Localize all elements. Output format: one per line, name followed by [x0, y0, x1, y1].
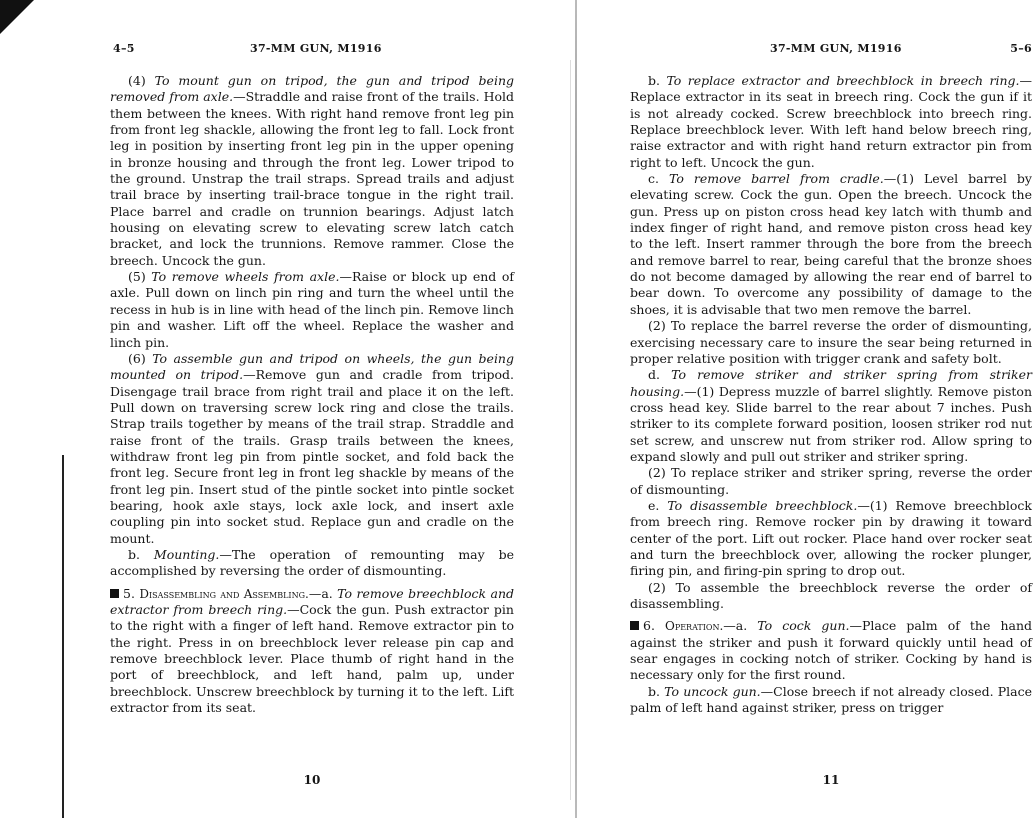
section-bullet-icon: [630, 621, 639, 630]
section-number: 5.: [123, 585, 140, 601]
paragraph: b. To uncock gun.—Close breech if not already closed. Place palm of left hand against striker, press on trigger: [630, 683, 1032, 716]
paragraph: b. To replace extractor and breechblock in breech ring.—Replace extractor in its seat in breech ring. Cock the gun if it is not already cocked. Screw breechblock into breech ring. Replace breechblock lever. With left hand below breech ring, raise extractor and with right hand return extractor pin from right to left. Uncock the gun.: [630, 73, 1032, 170]
paragraph: (5) To remove wheels from axle.—Raise or block up end of axle. Pull down on linch pin ring and turn the wheel until the recess in hub is in line with head of the linch pin. Remove linch pin and washer. Lift off the wheel. Replace the washer and linch pin.: [110, 269, 514, 350]
paragraph: b. Mounting.—The operation of remounting may be accomplished by reversing the order of dismounting.: [110, 546, 514, 579]
section-paragraph: 6. Operation.—a. To cock gun.—Place palm of the hand against the striker and push it forward quickly until head of sear engages in cocking notch of striker. Cocking by hand is necessary only for the first round.: [630, 618, 1032, 683]
running-title: 37-MM GUN, M1916: [250, 42, 382, 55]
gutter-shadow: [570, 60, 571, 800]
book-gutter: [575, 0, 577, 818]
section-paragraph: 5. Disassembling and Assembling.—a. To remove breechblock and extractor from breech ring.—Cock the gun. Push extractor pin to the right with a finger of left hand. Remove extractor pin to the right. Press in on breechblock lever release pin cap and remove breechblock lever. Place thumb of right hand in the port of breechblock, and left hand, palm up, under breechblock. Unscrew breechblock by turning it to the left. Lift extractor from its seat.: [110, 585, 514, 716]
paragraph: (2) To assemble the breechblock reverse the order of disassembling.: [630, 579, 1032, 611]
paragraph: d. To remove striker and striker spring from striker housing.—(1) Depress muzzle of barrel slightly. Remove piston cross head key. Slide barrel to the rear about 7 inches. Push striker to its complete forward position, loosen striker rod nut set screw, and unscrew nut from striker rod. Allow spring to expand slowly and pull out striker and striker spring.: [630, 367, 1032, 464]
page-section-number: 4–5: [113, 42, 135, 55]
paragraph: (4) To mount gun on tripod, the gun and tripod being removed from axle.—Straddle and raise front of the trails. Hold them between the knees. With right hand remove front leg pin from front leg shackle, allowing the front leg to fall. Lock front leg in position by inserting front leg pin in the upper opening in bronze housing and through the front leg. Lower tripod to the ground. Unstrap the trail straps. Spread trails and adjust trail brace by inserting trail-brace tongue in the right trail. Place barrel and cradle on trunnion bearings. Adjust latch housing on elevating screw to elevating screw latch catch bracket, and lock the trunnions. Remove rammer. Close the breech. Uncock the gun.: [110, 73, 514, 268]
section-number: 6.: [643, 618, 665, 634]
running-title: 37-MM GUN, M1916: [770, 42, 902, 55]
left-page-header: [110, 42, 514, 58]
right-page-body: [630, 73, 1032, 716]
page-folio: 10: [303, 773, 321, 787]
section-heading: Operation.: [665, 619, 724, 634]
paragraph: (2) To replace striker and striker spring, reverse the order of dismounting.: [630, 465, 1032, 497]
paragraph: c. To remove barrel from cradle.—(1) Level barrel by elevating screw. Cock the gun. Open the breech. Uncock the gun. Press up on piston cross head key latch with thumb and index finger of right hand, and remove piston cross head key to the left. Insert rammer through the bore from the breech and remove barrel to rear, being careful that the bronze shoes do not become damaged by allowing the rear end of barrel to bear down. To overcome any possibility of damage to the shoes, it is advisable that two men remove the barrel.: [630, 171, 1032, 317]
paragraph: (6) To assemble gun and tripod on wheels, the gun being mounted on tripod.—Remove gun and cradle from tripod. Disengage trail brace from right trail and place it on the left. Pull down on traversing screw lock ring and close the trails. Strap trails together by means of the trail strap. Straddle and raise front of the trails. Grasp trails between the knees, withdraw front leg pin from pintle socket, and fold back the front leg. Secure front leg in front leg shackle by means of the front leg pin. Insert stud of the pintle socket into pintle socket bearing, hook axle stays, lock axle lock, and insert axle coupling pin into socket stud. Replace gun and cradle on the mount.: [110, 350, 514, 546]
scan-corner-shadow: [0, 0, 34, 34]
page-section-number: 5–6: [1010, 42, 1032, 55]
scan-page-edge: [62, 455, 64, 818]
left-page-body: [110, 73, 514, 716]
section-heading: Disassembling and Assembling.: [139, 586, 309, 601]
page-folio: 11: [822, 773, 840, 787]
paragraph: (2) To replace the barrel reverse the order of dismounting, exercising necessary care to insure the sear being returned in proper relative position with trigger crank and safety bolt.: [630, 318, 1032, 366]
section-bullet-icon: [110, 589, 119, 598]
right-page-header: [630, 42, 1032, 58]
paragraph: e. To disassemble breechblock.—(1) Remove breechblock from breech ring. Remove rocker pin by drawing it toward center of the port. Lift out rocker. Place hand over rocker seat and turn the breechblock over, allowing the rocker plunger, firing pin, and firing-pin spring to drop out.: [630, 497, 1032, 579]
